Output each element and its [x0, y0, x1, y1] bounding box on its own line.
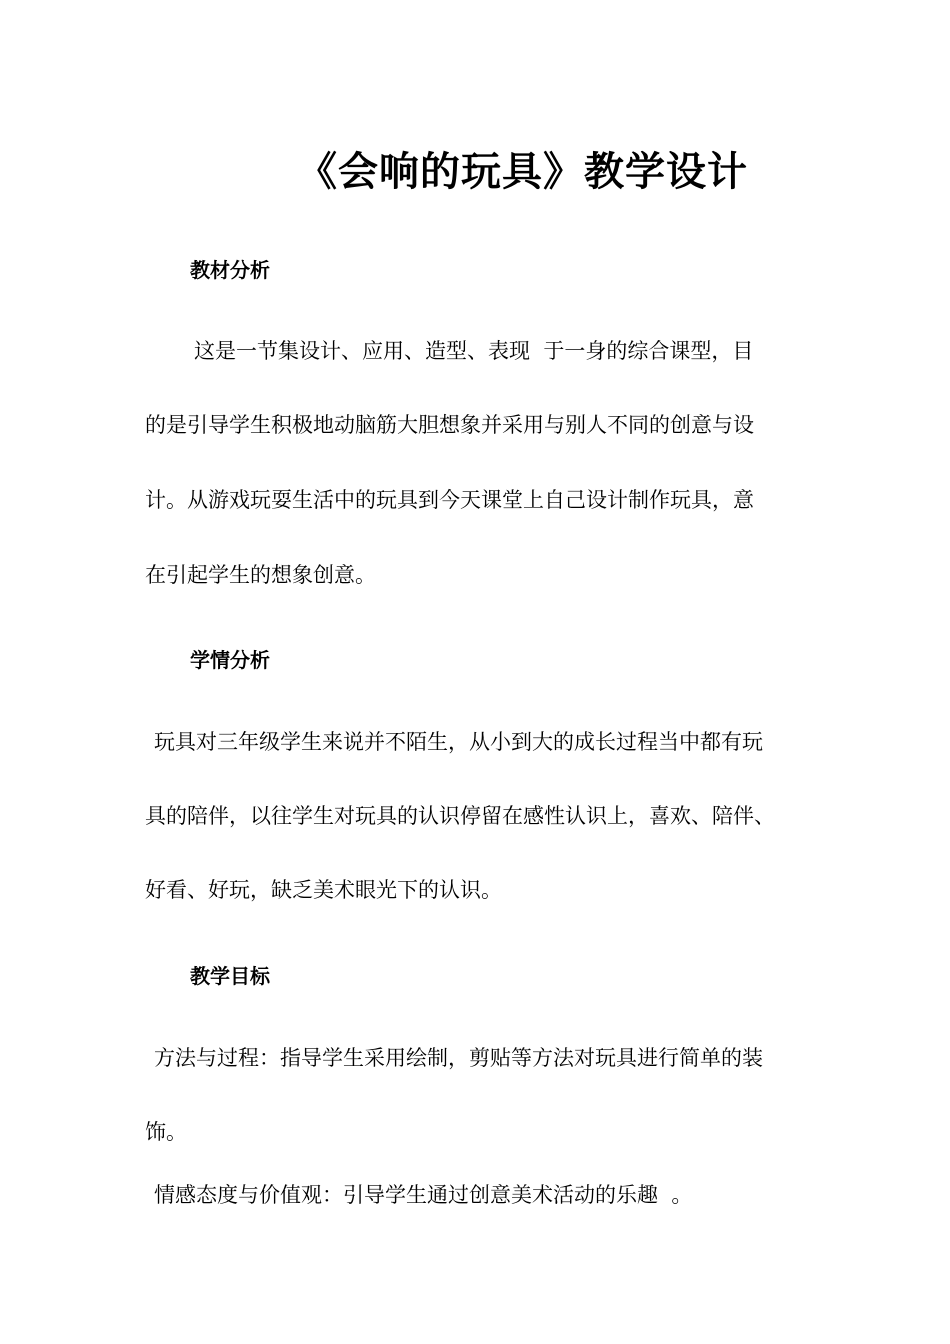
section-heading-learner-analysis: 学情分析: [190, 648, 270, 672]
paragraph-line: 计。从游戏玩耍生活中的玩具到今天课堂上自己设计制作玩具，意: [145, 488, 754, 512]
section-heading-teaching-goals: 教学目标: [190, 964, 270, 988]
paragraph-line: 玩具对三年级学生来说并不陌生，从小到大的成长过程当中都有玩: [154, 730, 763, 754]
paragraph-line: 的是引导学生积极地动脑筋大胆想象并采用与别人不同的创意与设: [145, 413, 754, 437]
paragraph-line: 方法与过程：指导学生采用绘制，剪贴等方法对玩具进行简单的装: [154, 1046, 763, 1070]
paragraph-line: 饰。: [145, 1120, 187, 1144]
paragraph-line: 情感态度与价值观：引导学生通过创意美术活动的乐趣 。: [154, 1183, 693, 1207]
section-heading-textbook-analysis: 教材分析: [190, 258, 270, 282]
paragraph-line: 在引起学生的想象创意。: [145, 563, 376, 587]
paragraph-line: 具的陪伴，以往学生对玩具的认识停留在感性认识上，喜欢、陪伴、: [145, 804, 775, 828]
paragraph-line: 好看、好玩，缺乏美术眼光下的认识。: [145, 878, 502, 902]
document-title: 《会响的玩具》教学设计: [297, 149, 748, 195]
paragraph-line: 这是一节集设计、应用、造型、表现 于一身的综合课型，目: [194, 339, 754, 363]
